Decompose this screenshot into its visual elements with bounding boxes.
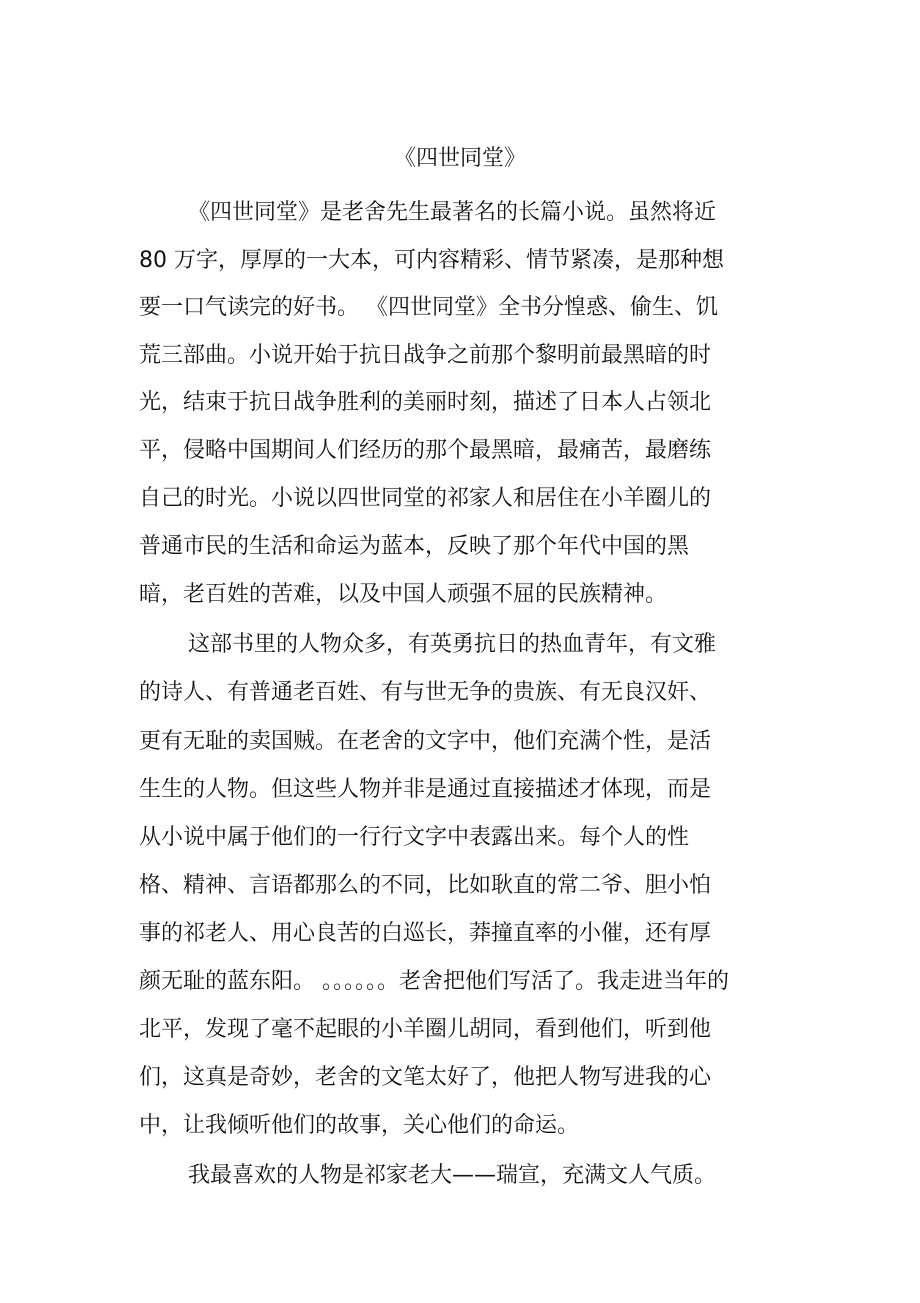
text-line: 80 万字，厚厚的一大本，可内容精彩、情节紧凑，是那种想 xyxy=(139,248,724,273)
text-line: 要一口气读完的好书。 《四世同堂》全书分惶惑、偷生、饥 xyxy=(139,295,718,320)
text-line: 更有无耻的卖国贼。在老舍的文字中，他们充满个性，是活 xyxy=(139,729,712,754)
text-line: 荒三部曲。小说开始于抗日战争之前那个黎明前最黑暗的时 xyxy=(139,343,712,368)
text-line: 平，侵略中国期间人们经历的那个最黑暗，最痛苦，最磨练 xyxy=(139,438,712,463)
text-line: 我最喜欢的人物是祁家老大——瑞宣，充满文人气质。 xyxy=(188,1163,717,1188)
text-line: 们，这真是奇妙，老舍的文笔太好了，他把人物写进我的心 xyxy=(139,1065,712,1090)
text-line: 北平，发现了毫不起眼的小羊圈儿胡同，看到他们，听到他 xyxy=(139,1017,712,1042)
text-line: 光，结束于抗日战争胜利的美丽时刻，描述了日本人占领北 xyxy=(139,390,712,415)
text-line: 中，让我倾听他们的故事，关心他们的命运。 xyxy=(139,1113,580,1138)
text-line: 《四世同堂》是老舍先生最著名的长篇小说。虽然将近 xyxy=(188,200,717,225)
text-line: 的诗人、有普通老百姓、有与世无争的贵族、有无良汉奸、 xyxy=(139,680,712,705)
text-line: 颜无耻的蓝东阳。 。。。。。。老舍把他们写活了。我走进当年的 xyxy=(139,969,729,994)
text-line: 事的祁老人、用心良苦的白巡长，莽撞直率的小催，还有厚 xyxy=(139,921,712,946)
text-line: 普通市民的生活和命运为蓝本，反映了那个年代中国的黑 xyxy=(139,534,690,559)
text-line: 暗，老百姓的苦难，以及中国人顽强不屈的民族精神。 xyxy=(139,582,668,607)
document-title: 《四世同堂》 xyxy=(393,146,526,171)
text-line: 从小说中属于他们的一行行文字中表露出来。每个人的性 xyxy=(139,825,690,850)
text-line: 生生的人物。但这些人物并非是通过直接描述才体现，而是 xyxy=(139,777,712,802)
text-line: 这部书里的人物众多，有英勇抗日的热血青年，有文雅 xyxy=(188,632,717,657)
text-line: 格、精神、言语都那么的不同，比如耿直的常二爷、胆小怕 xyxy=(139,873,712,898)
text-line: 自己的时光。小说以四世同堂的祁家人和居住在小羊圈儿的 xyxy=(139,486,712,511)
